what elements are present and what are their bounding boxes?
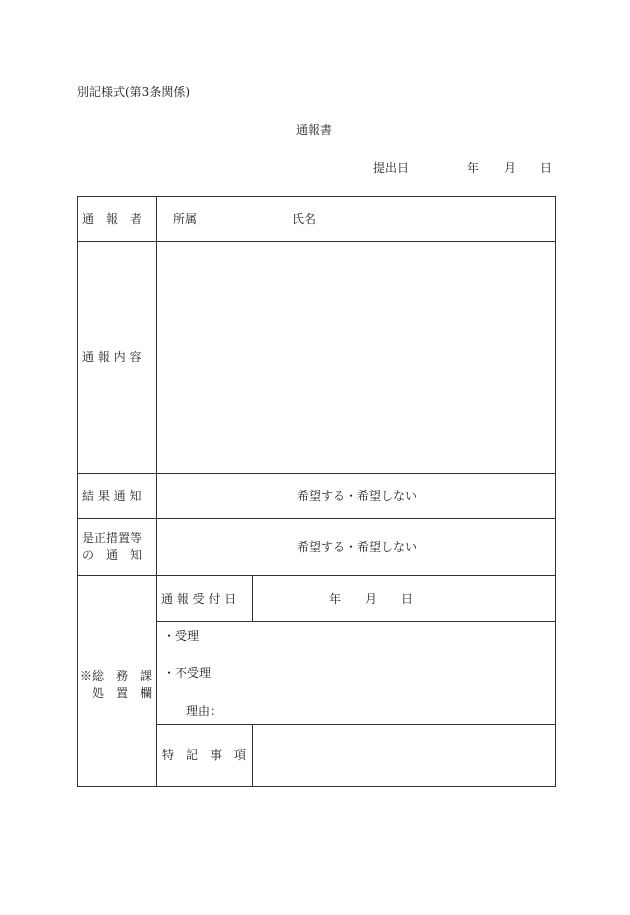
report-content-field[interactable] [157,242,555,473]
affiliation-label: 所属 [173,212,198,226]
row-divider [77,518,556,519]
table-border-left [77,196,78,787]
submission-day-label: 日 [540,161,553,175]
form-label: 別記様式(第3条関係) [77,85,190,99]
received-year-label: 年 [329,592,342,606]
admin-section-label-line2: 処 置 欄 [92,686,153,700]
received-day-label: 日 [401,592,414,606]
correction-notice-choice[interactable]: 希望する・希望しない [297,540,418,554]
submission-year-label: 年 [467,161,480,175]
admin-column-divider [252,575,253,622]
correction-notice-label-line1: 是正措置等 [82,531,143,545]
admin-row-divider [156,621,556,622]
submission-month-label: 月 [504,161,517,175]
report-content-label: 通 報 内 容 [82,350,142,364]
correction-notice-label-line2: の 通 知 [82,548,143,562]
page-title: 通報書 [296,123,333,137]
not-accepted-option[interactable]: ・不受理 [163,666,212,680]
received-date-label: 通 報 受 付 日 [161,592,237,606]
table-border-bottom [77,786,556,787]
row-divider [77,575,556,576]
result-notice-label: 結 果 通 知 [82,489,142,503]
reason-label: 理由： [186,704,223,718]
name-label: 氏名 [292,212,317,226]
accepted-option[interactable]: ・受理 [163,629,200,643]
result-notice-choice[interactable]: 希望する・希望しない [297,489,418,503]
admin-section-label-line1: ※総 務 課 [80,669,153,683]
special-notes-label: 特 記 事 項 [162,748,247,762]
received-month-label: 月 [365,592,378,606]
table-border-right [555,196,556,787]
submission-date-label: 提出日 [373,161,410,175]
table-border-top [77,196,556,197]
row-divider [77,473,556,474]
special-notes-field[interactable] [253,725,555,786]
reporter-label: 通 報 者 [82,212,143,226]
